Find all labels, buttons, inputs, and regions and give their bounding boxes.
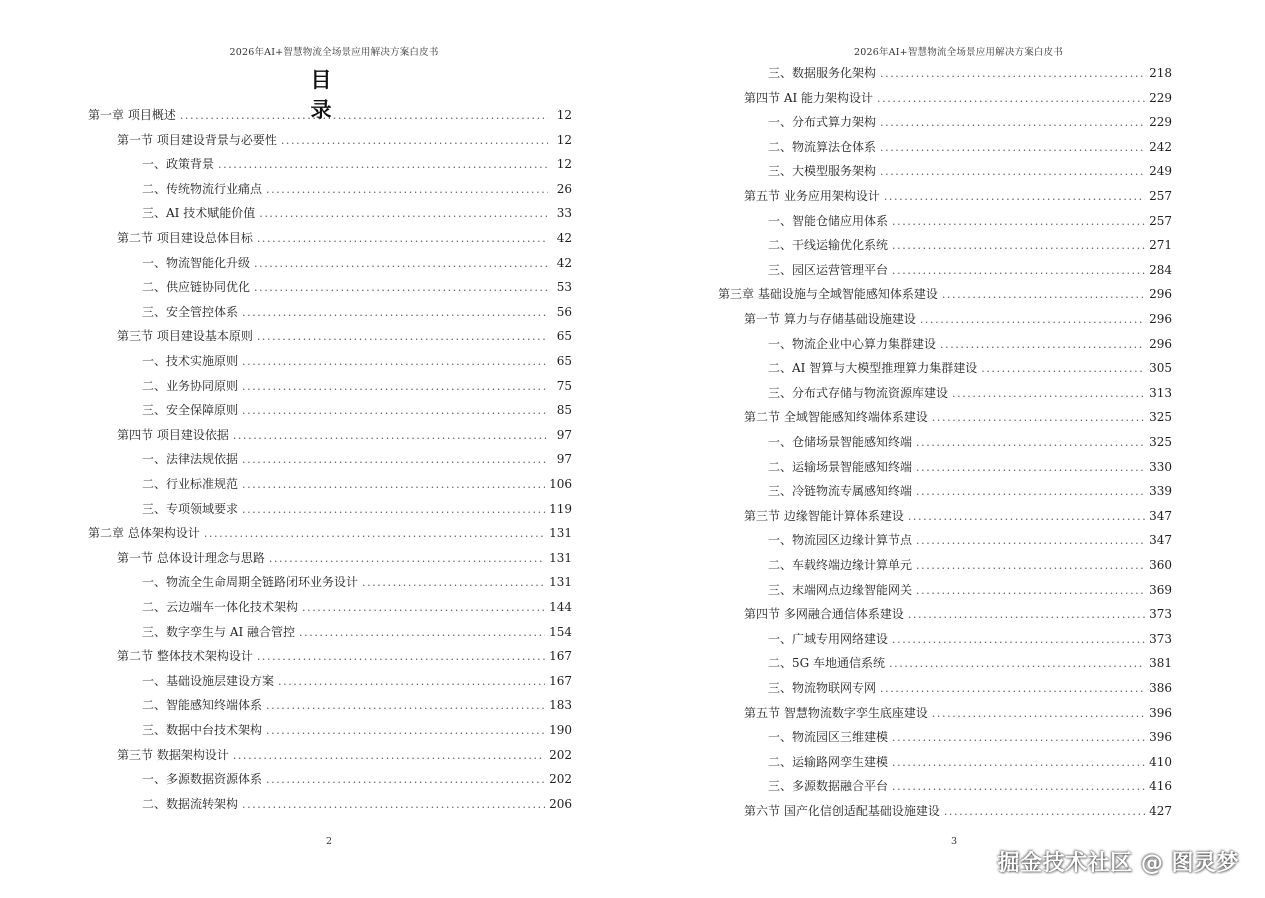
toc-entry-label: 一、多源数据资源体系 <box>142 772 263 786</box>
toc-entry-page: 347 <box>1149 509 1172 523</box>
toc-entry-label: 第四节 多网融合通信体系建设 <box>744 607 904 621</box>
toc-dot-leader <box>916 555 1145 577</box>
toc-dot-leader <box>242 499 545 521</box>
toc-subsection-entry <box>142 793 572 815</box>
toc-entry-page: 167 <box>549 674 572 688</box>
toc-subsection-entry <box>768 677 1172 699</box>
toc-subsection-entry <box>768 554 1172 576</box>
toc-dot-leader <box>242 449 548 471</box>
toc-entry-page: 373 <box>1149 632 1172 646</box>
toc-entry-label: 二、干线运输优化系统 <box>768 238 889 252</box>
page-number: 3 <box>951 836 958 847</box>
toc-entry-label: 一、智能仓储应用体系 <box>768 214 889 228</box>
toc-section-entry <box>117 424 572 446</box>
toc-entry-page: 305 <box>1149 361 1172 375</box>
toc-entry-page: 202 <box>549 772 572 786</box>
toc-entry-label: 第二节 整体技术架构设计 <box>117 649 253 663</box>
toc-dot-leader <box>916 481 1145 503</box>
toc-entry-label: 第六节 国产化信创适配基础设施建设 <box>744 804 940 818</box>
toc-section-entry <box>117 129 572 151</box>
toc-subsection-entry <box>768 333 1172 355</box>
toc-entry-label: 一、法律法规依据 <box>142 452 239 466</box>
toc-entry-label: 第四节 项目建设依据 <box>117 428 229 442</box>
toc-entry-page: 242 <box>1149 140 1172 154</box>
toc-dot-leader <box>884 186 1145 208</box>
toc-dot-leader <box>942 284 1145 306</box>
toc-subsection-entry <box>768 259 1172 281</box>
toc-entry-label: 第一章 项目概述 <box>88 108 176 122</box>
toc-subsection-entry <box>768 111 1172 133</box>
toc-entry-page: 229 <box>1149 91 1172 105</box>
toc-entry-label: 二、AI 智算与大模型推理算力集群建设 <box>768 361 978 375</box>
toc-entry-label: 三、末端网点边缘智能网关 <box>768 583 913 597</box>
toc-dot-leader <box>242 400 548 422</box>
toc-dot-leader <box>242 376 548 398</box>
toc-dot-leader <box>254 277 548 299</box>
toc-dot-leader <box>180 105 548 127</box>
right-page <box>632 0 1265 898</box>
toc-dot-leader <box>916 580 1145 602</box>
toc-dot-leader <box>880 137 1145 159</box>
toc-entry-page: 249 <box>1149 164 1172 178</box>
toc-entry-page: 373 <box>1149 607 1172 621</box>
toc-entry-label: 第三节 数据架构设计 <box>117 748 229 762</box>
toc-entry-page: 106 <box>549 477 572 491</box>
toc-dot-leader <box>916 530 1145 552</box>
toc-entry-page: 53 <box>556 280 572 294</box>
toc-subsection-entry <box>142 448 572 470</box>
toc-subsection-entry <box>142 301 572 323</box>
toc-entry-label: 第三节 项目建设基本原则 <box>117 329 253 343</box>
toc-dot-leader <box>269 548 545 570</box>
toc-section-entry <box>117 227 572 249</box>
toc-entry-page: 42 <box>556 231 572 245</box>
toc-dot-leader <box>266 720 545 742</box>
toc-dot-leader <box>233 745 545 767</box>
toc-entry-page: 296 <box>1149 337 1172 351</box>
toc-dot-leader <box>362 572 545 594</box>
toc-entry-label: 三、数字孪生与 AI 融合管控 <box>142 625 296 639</box>
toc-dot-leader <box>266 695 545 717</box>
toc-entry-label: 二、运输路网孪生建模 <box>768 755 889 769</box>
toc-entry-label: 二、传统物流行业痛点 <box>142 182 263 196</box>
toc-chapter-entry <box>88 522 572 544</box>
toc-entry-label: 一、政策背景 <box>142 157 215 171</box>
toc-dot-leader <box>889 653 1145 675</box>
toc-entry-page: 183 <box>549 698 572 712</box>
toc-entry-label: 第二章 总体架构设计 <box>88 526 200 540</box>
toc-dot-leader <box>920 309 1145 331</box>
toc-subsection-entry <box>142 276 572 298</box>
toc-entry-page: 42 <box>556 256 572 270</box>
toc-dot-leader <box>877 88 1145 110</box>
toc-entry-page: 33 <box>556 206 572 220</box>
toc-dot-leader <box>299 622 545 644</box>
toc-dot-leader <box>266 179 548 201</box>
toc-subsection-entry <box>768 751 1172 773</box>
toc-entry-page: 131 <box>549 526 572 540</box>
toc-entry-label: 一、广域专用网络建设 <box>768 632 889 646</box>
toc-dot-leader <box>892 727 1145 749</box>
toc-section-entry <box>744 603 1172 625</box>
toc-entry-page: 339 <box>1149 484 1172 498</box>
toc-dot-leader <box>892 235 1145 257</box>
toc-subsection-entry <box>768 136 1172 158</box>
toc-section-entry <box>744 702 1172 724</box>
toc-dot-leader <box>259 203 548 225</box>
toc-subsection-entry <box>142 153 572 175</box>
toc-subsection-entry <box>768 652 1172 674</box>
toc-entry-label: 一、分布式算力架构 <box>768 115 877 129</box>
toc-section-entry <box>744 505 1172 527</box>
toc-entry-label: 二、物流算法仓体系 <box>768 140 877 154</box>
toc-entry-page: 65 <box>556 329 572 343</box>
toc-dot-leader <box>952 383 1145 405</box>
toc-entry-page: 119 <box>549 502 572 516</box>
toc-entry-page: 75 <box>556 379 572 393</box>
toc-subsection-entry <box>142 473 572 495</box>
toc-dot-leader <box>880 112 1145 134</box>
toc-subsection-entry <box>142 571 572 593</box>
toc-dot-leader <box>880 63 1145 85</box>
page-header: 2026年AI+智慧物流全场景应用解决方案白皮书 <box>853 47 1064 58</box>
toc-subsection-entry <box>142 621 572 643</box>
toc-entry-label: 三、分布式存储与物流资源库建设 <box>768 386 949 400</box>
toc-entry-page: 396 <box>1149 730 1172 744</box>
toc-section-entry <box>744 87 1172 109</box>
toc-subsection-entry <box>142 596 572 618</box>
toc-dot-leader <box>932 407 1145 429</box>
toc-section-entry <box>744 800 1172 822</box>
toc-subsection-entry <box>142 694 572 716</box>
toc-dot-leader <box>892 260 1145 282</box>
toc-entry-label: 三、专项领域要求 <box>142 502 239 516</box>
toc-entry-label: 一、物流园区边缘计算节点 <box>768 533 913 547</box>
toc-section-entry <box>117 645 572 667</box>
toc-entry-page: 410 <box>1149 755 1172 769</box>
toc-dot-leader <box>981 358 1145 380</box>
toc-subsection-entry <box>142 498 572 520</box>
toc-entry-page: 296 <box>1149 312 1172 326</box>
toc-subsection-entry <box>768 62 1172 84</box>
toc-section-entry <box>117 547 572 569</box>
toc-dot-leader <box>916 457 1145 479</box>
toc-entry-page: 167 <box>549 649 572 663</box>
toc-entry-label: 第五节 业务应用架构设计 <box>744 189 880 203</box>
page-number: 2 <box>326 836 333 847</box>
toc-entry-label: 二、车载终端边缘计算单元 <box>768 558 913 572</box>
toc-subsection-entry <box>768 726 1172 748</box>
toc-dot-leader <box>940 334 1145 356</box>
toc-dot-leader <box>257 646 545 668</box>
toc-subsection-entry <box>768 775 1172 797</box>
toc-dot-leader <box>218 154 548 176</box>
toc-entry-page: 325 <box>1149 435 1172 449</box>
toc-entry-label: 一、物流企业中心算力集群建设 <box>768 337 937 351</box>
toc-entry-page: 271 <box>1149 238 1172 252</box>
toc-entry-page: 369 <box>1149 583 1172 597</box>
toc-section-entry <box>117 325 572 347</box>
toc-entry-label: 第四节 AI 能力架构设计 <box>744 91 874 105</box>
toc-subsection-entry <box>142 252 572 274</box>
toc-dot-leader <box>916 432 1145 454</box>
page-header: 2026年AI+智慧物流全场景应用解决方案白皮书 <box>229 47 439 58</box>
toc-entry-page: 154 <box>549 625 572 639</box>
toc-entry-label: 一、仓储场景智能感知终端 <box>768 435 913 449</box>
toc-entry-label: 第五节 智慧物流数字孪生底座建设 <box>744 706 928 720</box>
toc-section-entry <box>117 744 572 766</box>
toc-dot-leader <box>278 671 545 693</box>
toc-subsection-entry <box>142 768 572 790</box>
toc-entry-label: 三、数据服务化架构 <box>768 66 877 80</box>
toc-subsection-entry <box>142 719 572 741</box>
toc-entry-page: 229 <box>1149 115 1172 129</box>
toc-entry-label: 第三节 边缘智能计算体系建设 <box>744 509 904 523</box>
toc-entry-label: 第一节 项目建设背景与必要性 <box>117 133 277 147</box>
toc-entry-label: 二、云边端车一体化技术架构 <box>142 600 299 614</box>
toc-entry-label: 二、智能感知终端体系 <box>142 698 263 712</box>
toc-subsection-entry <box>768 579 1172 601</box>
toc-dot-leader <box>892 629 1145 651</box>
toc-entry-label: 一、技术实施原则 <box>142 354 239 368</box>
toc-dot-leader <box>892 776 1145 798</box>
toc-dot-leader <box>242 794 545 816</box>
toc-title: 目 录 <box>310 67 342 122</box>
toc-dot-leader <box>242 351 548 373</box>
toc-subsection-entry <box>768 431 1172 453</box>
toc-dot-leader <box>257 228 548 250</box>
toc-entry-page: 416 <box>1149 779 1172 793</box>
toc-section-entry <box>744 406 1172 428</box>
toc-chapter-entry <box>718 283 1172 305</box>
toc-dot-leader <box>892 211 1145 233</box>
toc-entry-label: 三、安全保障原则 <box>142 403 239 417</box>
left-page <box>0 0 632 898</box>
toc-entry-page: 85 <box>556 403 572 417</box>
toc-dot-leader <box>281 130 548 152</box>
toc-subsection-entry <box>142 202 572 224</box>
toc-entry-label: 一、物流智能化升级 <box>142 256 251 270</box>
toc-entry-label: 三、园区运营管理平台 <box>768 263 889 277</box>
toc-subsection-entry <box>768 480 1172 502</box>
toc-entry-page: 381 <box>1149 656 1172 670</box>
toc-entry-page: 347 <box>1149 533 1172 547</box>
toc-subsection-entry <box>142 670 572 692</box>
toc-subsection-entry <box>768 357 1172 379</box>
toc-dot-leader <box>266 769 545 791</box>
toc-entry-page: 386 <box>1149 681 1172 695</box>
toc-entry-label: 第一节 总体设计理念与思路 <box>117 551 265 565</box>
toc-section-entry <box>744 185 1172 207</box>
toc-dot-leader <box>257 326 548 348</box>
toc-section-entry <box>744 308 1172 330</box>
toc-subsection-entry <box>768 628 1172 650</box>
toc-entry-label: 二、运输场景智能感知终端 <box>768 460 913 474</box>
toc-entry-page: 206 <box>549 797 572 811</box>
toc-entry-label: 一、基础设施层建设方案 <box>142 674 275 688</box>
toc-entry-page: 12 <box>556 157 572 171</box>
toc-entry-label: 二、5G 车地通信系统 <box>768 656 886 670</box>
toc-entry-label: 三、物流物联网专网 <box>768 681 877 695</box>
toc-entry-page: 427 <box>1149 804 1172 818</box>
toc-subsection-entry <box>768 160 1172 182</box>
toc-entry-label: 二、供应链协同优化 <box>142 280 251 294</box>
toc-entry-page: 12 <box>556 133 572 147</box>
toc-entry-page: 218 <box>1149 66 1172 80</box>
toc-entry-page: 360 <box>1149 558 1172 572</box>
toc-entry-page: 284 <box>1149 263 1172 277</box>
toc-subsection-entry <box>768 382 1172 404</box>
toc-entry-page: 190 <box>549 723 572 737</box>
toc-entry-label: 三、AI 技术赋能价值 <box>142 206 256 220</box>
toc-entry-label: 一、物流全生命周期全链路闭环业务设计 <box>142 575 359 589</box>
toc-entry-label: 第二节 全域智能感知终端体系建设 <box>744 410 928 424</box>
toc-entry-page: 257 <box>1149 214 1172 228</box>
toc-dot-leader <box>880 678 1145 700</box>
toc-entry-page: 131 <box>549 551 572 565</box>
toc-entry-page: 26 <box>556 182 572 196</box>
toc-subsection-entry <box>768 210 1172 232</box>
toc-dot-leader <box>254 253 548 275</box>
toc-subsection-entry <box>768 456 1172 478</box>
toc-entry-label: 二、数据流转架构 <box>142 797 239 811</box>
toc-entry-label: 三、安全管控体系 <box>142 305 239 319</box>
toc-entry-page: 65 <box>556 354 572 368</box>
toc-dot-leader <box>302 597 545 619</box>
toc-subsection-entry <box>768 529 1172 551</box>
toc-entry-page: 257 <box>1149 189 1172 203</box>
toc-entry-page: 12 <box>556 108 572 122</box>
toc-entry-page: 202 <box>549 748 572 762</box>
toc-subsection-entry <box>142 375 572 397</box>
toc-entry-label: 第三章 基础设施与全域智能感知体系建设 <box>718 287 938 301</box>
toc-entry-label: 二、业务协同原则 <box>142 379 239 393</box>
toc-entry-label: 第一节 算力与存储基础设施建设 <box>744 312 916 326</box>
toc-entry-page: 97 <box>556 452 572 466</box>
toc-dot-leader <box>880 161 1145 183</box>
toc-entry-page: 97 <box>556 428 572 442</box>
toc-chapter-entry <box>88 104 572 126</box>
toc-entry-page: 330 <box>1149 460 1172 474</box>
toc-dot-leader <box>204 523 545 545</box>
toc-dot-leader <box>944 801 1145 823</box>
toc-dot-leader <box>242 302 548 324</box>
toc-entry-page: 296 <box>1149 287 1172 301</box>
toc-dot-leader <box>908 506 1145 528</box>
toc-entry-label: 三、大模型服务架构 <box>768 164 877 178</box>
toc-dot-leader <box>233 425 548 447</box>
toc-subsection-entry <box>768 234 1172 256</box>
toc-entry-label: 一、物流园区三维建模 <box>768 730 889 744</box>
toc-entry-page: 144 <box>549 600 572 614</box>
toc-entry-label: 三、数据中台技术架构 <box>142 723 263 737</box>
toc-subsection-entry <box>142 350 572 372</box>
toc-entry-page: 325 <box>1149 410 1172 424</box>
toc-entry-label: 第二节 项目建设总体目标 <box>117 231 253 245</box>
toc-entry-page: 313 <box>1149 386 1172 400</box>
toc-subsection-entry <box>142 399 572 421</box>
toc-entry-page: 56 <box>556 305 572 319</box>
watermark: 掘金技术社区 @ 图灵梦 <box>997 851 1239 876</box>
toc-dot-leader <box>242 474 545 496</box>
toc-entry-page: 131 <box>549 575 572 589</box>
toc-entry-page: 396 <box>1149 706 1172 720</box>
toc-entry-label: 三、多源数据融合平台 <box>768 779 889 793</box>
toc-entry-label: 三、冷链物流专属感知终端 <box>768 484 913 498</box>
toc-dot-leader <box>908 604 1145 626</box>
toc-entry-label: 二、行业标准规范 <box>142 477 239 491</box>
toc-dot-leader <box>932 703 1145 725</box>
toc-subsection-entry <box>142 178 572 200</box>
toc-dot-leader <box>892 752 1145 774</box>
